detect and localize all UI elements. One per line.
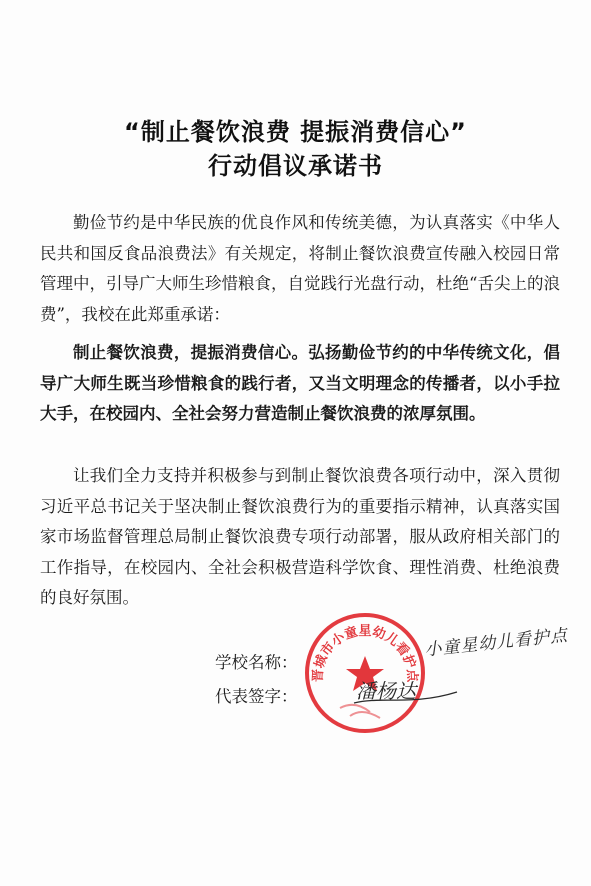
paragraph-call-to-action: 让我们全力支持并积极参与到制止餐饮浪费各项行动中，深入贯彻习近平总书记关于坚决制止餐饮浪费行为的重要指示精神，认真落实国家市场监督管理总局制止餐饮浪费专项行动部署，服从政府相关部门的工作指导，在校园内、全社会积极营造科学饮食、理性消费、杜绝浪费的良好氛围。 [40,466,560,607]
school-name-label: 学校名称： [215,653,298,672]
paragraph-intro: 勤俭节约是中华民族的优良作风和传统美德，为认真落实《中华人民共和国反食品浪费法》有关规定，将制止餐饮浪费宣传融入校园日常管理中，引导广大师生珍惜粮食，自觉践行光盘行动，杜绝“舌尖上的浪费”，我校在此郑重承诺： [40,213,560,324]
signature-text: 潘杨达 [356,679,416,703]
paragraph-commitment: 制止餐饮浪费，提振消费信心。弘扬勤俭节约的中华传统文化，倡导广大师生既当珍惜粮食的践行者，又当文明理念的传播者，以小手拉大手，在校园内、全社会努力营造制止餐饮浪费的浓厚氛围。 [40,343,560,423]
handwritten-signature [352,670,462,710]
school-name-handwritten: 小童星幼儿看护点 [423,625,569,661]
seal-text: 晋城市小童星幼儿看护点 [310,624,420,683]
representative-label: 代表签字： [215,687,298,706]
document-title-line2: 行动倡议承诺书 [208,152,383,180]
document-title-line1: “制止餐饮浪费 提振消费信心” [124,118,467,146]
